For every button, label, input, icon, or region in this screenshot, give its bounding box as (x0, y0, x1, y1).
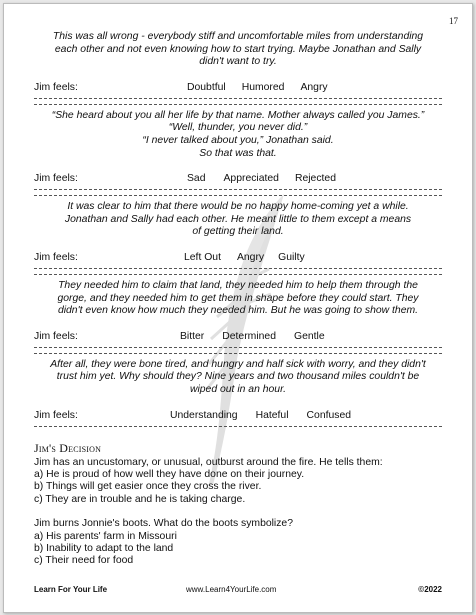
quote-line: So that was that. (199, 147, 277, 159)
feeling-option-appreciated[interactable]: Appreciated (223, 173, 279, 185)
quote-line: “She heard about you all her life by that name. Mother always called you James.” (51, 109, 425, 121)
feeling-option-determined[interactable]: Determined (222, 330, 276, 342)
worksheet-page (3, 3, 473, 613)
page-number: 17 (449, 16, 458, 26)
feeling-option-left-out[interactable]: Left Out (184, 251, 221, 263)
quote-line: trust him yet. Why should they? Nine years and two thousand miles couldn't be (56, 371, 420, 383)
passage-quote (34, 359, 442, 397)
quote-line: Jonathan and Sally had each other. He meant little to them except a means (64, 213, 412, 225)
divider (34, 98, 442, 99)
quote-line: of getting their land. (192, 226, 284, 238)
quote-line: “Well, thunder, you never did.” (168, 122, 308, 134)
divider (34, 274, 442, 275)
feelings-row (34, 81, 442, 94)
feelings-row (34, 409, 442, 422)
spacer (34, 506, 442, 518)
feels-label: Jim feels: (34, 409, 78, 421)
feelings-row (34, 330, 442, 343)
answer-option[interactable]: a) His parents' farm in Missouri (34, 530, 177, 542)
quote-line: This was all wrong - everybody stiff and uncomfortable miles from understanding (52, 31, 424, 42)
divider (34, 268, 442, 269)
quote-line: didn't want to try. (199, 56, 277, 68)
feels-label: Jim feels: (34, 81, 78, 93)
feeling-option-sad[interactable]: Sad (187, 173, 206, 185)
feeling-option-hateful[interactable]: Hateful (255, 409, 289, 421)
worksheet-content (34, 31, 442, 568)
divider (34, 426, 442, 427)
answer-option[interactable]: c) They are in trouble and he is taking charge. (34, 493, 246, 505)
question-text: Jim burns Jonnie's boots. What do the boots symbolize? (34, 518, 293, 530)
answer-option[interactable]: b) Inability to adapt to the land (34, 542, 174, 554)
divider (34, 104, 442, 105)
feeling-option-understanding[interactable]: Understanding (170, 409, 238, 421)
feeling-option-humored[interactable]: Humored (241, 81, 285, 93)
answer-option[interactable]: b) Things will get easier once they cross the river. (34, 481, 262, 493)
feels-label: Jim feels: (34, 251, 78, 263)
quote-line: each other and not even knowing how to start trying. Maybe Jonathan and Sally (54, 43, 422, 55)
feeling-option-gentle[interactable]: Gentle (293, 330, 325, 342)
footer-website: www.Learn4YourLife.com (186, 585, 277, 594)
divider (34, 353, 442, 354)
divider (34, 189, 442, 190)
quote-line: It was clear to him that there would be no happy home-coming yet a while. (67, 201, 409, 213)
answer-option[interactable]: c) Their need for food (34, 555, 134, 567)
divider (34, 195, 442, 196)
quote-line: didn't even know how much they needed him. But he was going to show them. (57, 305, 419, 317)
quote-line: After all, they were bone tired, and hungry and half sick with worry, and they didn't (50, 358, 426, 370)
quote-line: “I never talked about you,” Jonathan said. (142, 134, 334, 146)
feeling-option-guilty[interactable]: Guilty (278, 251, 305, 263)
feeling-option-doubtful[interactable]: Doubtful (187, 81, 226, 93)
feeling-option-bitter[interactable]: Bitter (180, 330, 205, 342)
feeling-option-confused[interactable]: Confused (306, 409, 352, 421)
feelings-row (34, 251, 442, 264)
passage-quote (34, 201, 442, 239)
footer-copyright: ©2022 (418, 585, 442, 594)
quote-line: wiped out in an hour. (189, 383, 287, 395)
footer-brand: Learn For Your Life (34, 585, 108, 594)
answer-option[interactable]: a) He is proud of how well they have done on their journey. (34, 468, 305, 480)
section-heading: Jim's Decision (34, 440, 102, 455)
feeling-option-angry[interactable]: Angry (236, 251, 265, 263)
feeling-option-rejected[interactable]: Rejected (294, 173, 336, 185)
divider (34, 347, 442, 348)
passage-quote (34, 110, 442, 160)
feels-label: Jim feels: (34, 330, 78, 342)
feeling-option-angry[interactable]: Angry (300, 81, 328, 93)
passage-quote (34, 31, 442, 69)
quote-line: They needed him to claim that land, they needed him to help them through the (58, 279, 418, 291)
question-text: Jim has an uncustomary, or unusual, outburst around the fire. He tells them: (34, 456, 383, 468)
feels-label: Jim feels: (34, 173, 78, 185)
feelings-row (34, 172, 442, 185)
quote-line: gorge, and they needed him to get them in shape before they could start. They (57, 292, 419, 304)
passage-quote (34, 280, 442, 318)
